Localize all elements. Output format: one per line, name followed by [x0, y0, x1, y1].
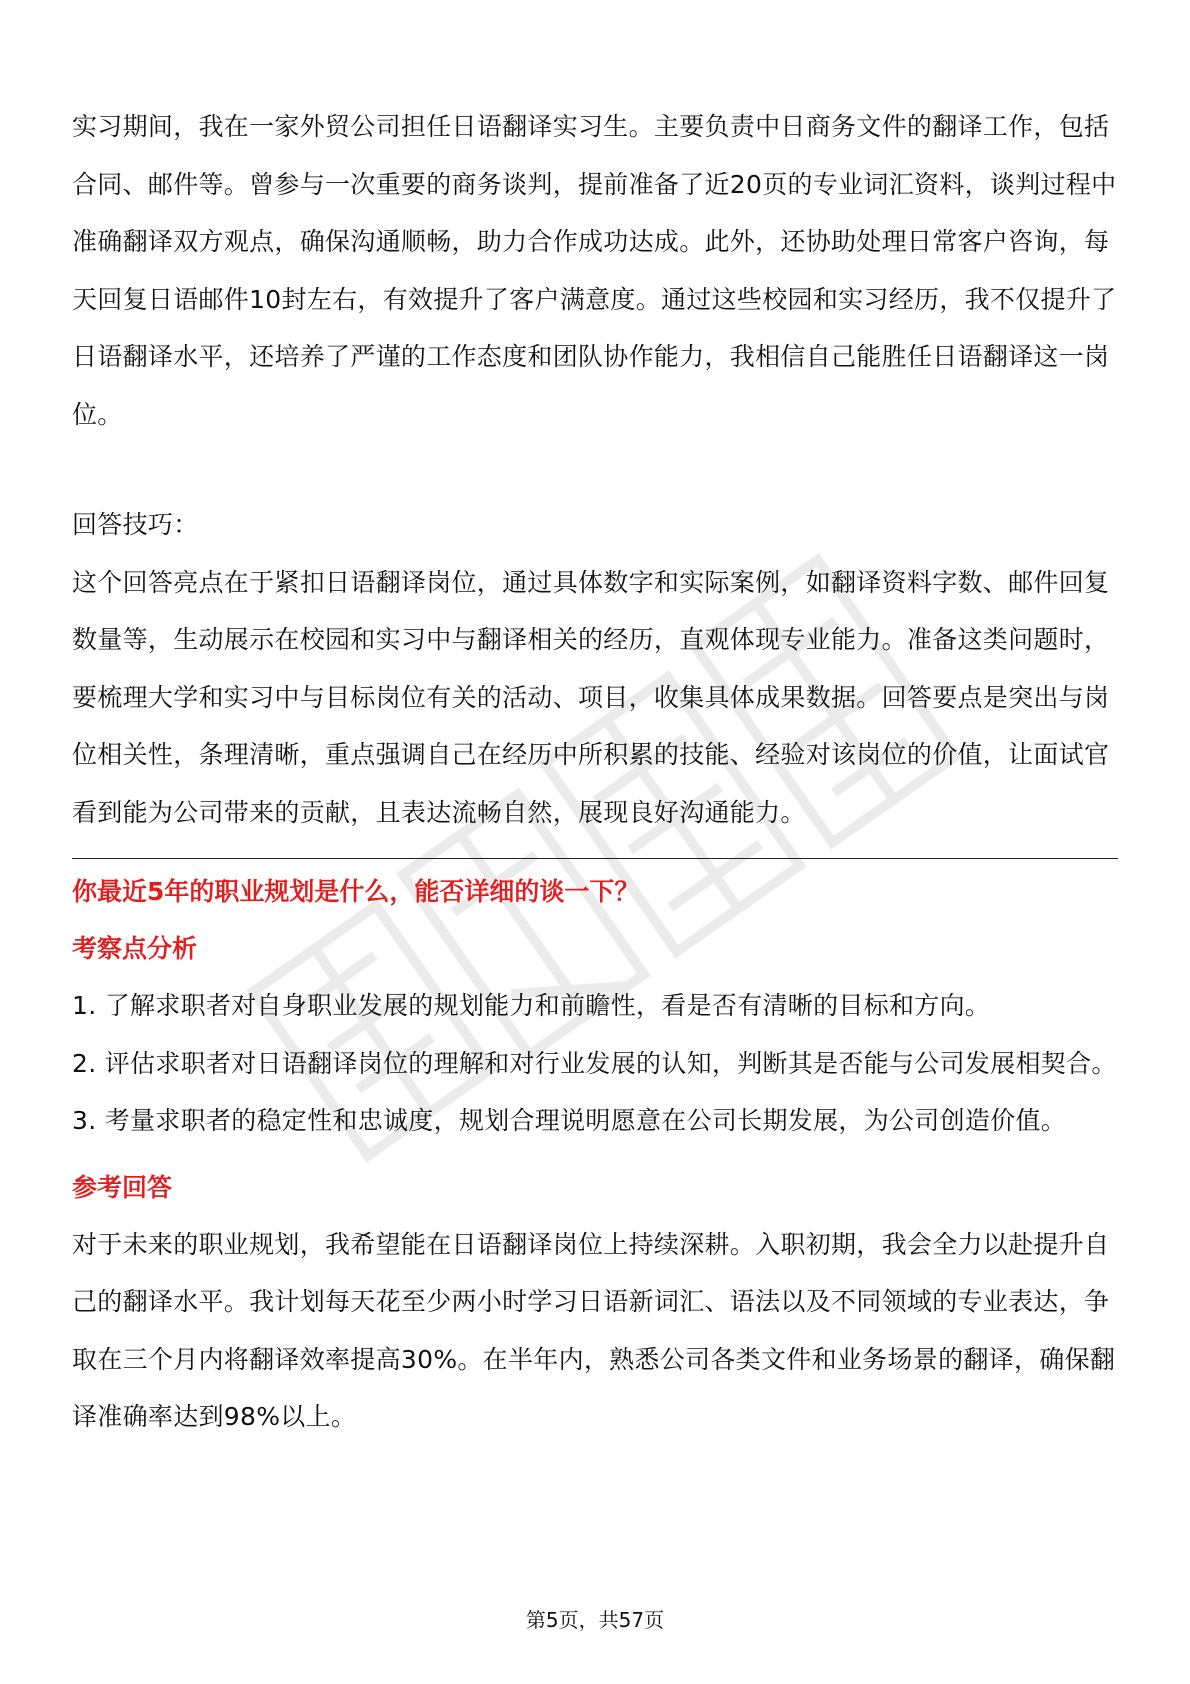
page-content — [72, 98, 1118, 1446]
analysis-item: 3. 考量求职者的稳定性和忠诚度，规划合理说明愿意在公司长期发展，为公司创造价值。 — [72, 1106, 1067, 1135]
reference-heading: 参考回答 — [72, 1172, 173, 1202]
analysis-list — [72, 977, 1118, 1150]
analysis-item: 1. 了解求职者对自身职业发展的规划能力和前瞻性，看是否有清晰的目标和方向。 — [72, 991, 991, 1020]
intro-paragraph: 实习期间，我在一家外贸公司担任日语翻译实习生。主要负责中日商务文件的翻译工作，包括合同、邮件等。曾参与一次重要的商务谈判，提前准备了近20页的专业词汇资料，谈判过程中准确翻译双方观点，确保沟通顺畅，助力合作成功达成。此外，还协助处理日常客户咨询，每天回复日语邮件10封左右，有效提升了客户满意度。通过这些校园和实习经历，我不仅提升了日语翻译水平，还培养了严谨的工作态度和团队协作能力，我相信自己能胜任日语翻译这一岗位。 — [72, 112, 1117, 429]
analysis-heading: 考察点分析 — [72, 934, 198, 963]
section-gap — [72, 443, 1118, 496]
section-divider — [72, 858, 1118, 859]
tips-heading: 回答技巧： — [72, 510, 199, 539]
page-footer: 第5页，共57页 — [525, 1608, 665, 1632]
analysis-item: 2. 评估求职者对日语翻译岗位的理解和对行业发展的认知，判断其是否能与公司发展相契合。 — [72, 1048, 1117, 1078]
reference-body: 对于未来的职业规划，我希望能在日语翻译岗位上持续深耕。入职初期，我会全力以赴提升自己的翻译水平。我计划每天花至少两小时学习日语新词汇、语法以及不同领域的专业表达，争取在三个月内将翻译效率提高30%。在半年内，熟悉公司各类文件和业务场景的翻译，确保翻译准确率达到98%以上。 — [72, 1229, 1116, 1431]
question-title: 你最近5年的职业规划是什么，能否详细的谈一下？ — [72, 877, 640, 906]
tips-body: 这个回答亮点在于紧扣日语翻译岗位，通过具体数字和实际案例，如翻译资料字数、邮件回复数量等，生动展示在校园和实习中与翻译相关的经历，直观体现专业能力。准备这类问题时，要梳理大学和实习中与目标岗位有关的活动、项目，收集具体成果数据。回答要点是突出与岗位相关性，条理清晰，重点强调自己在经历中所积累的技能、经验对该岗位的价值，让面试官看到能为公司带来的贡献，且表达流畅自然，展现良好沟通能力。 — [72, 567, 1110, 827]
